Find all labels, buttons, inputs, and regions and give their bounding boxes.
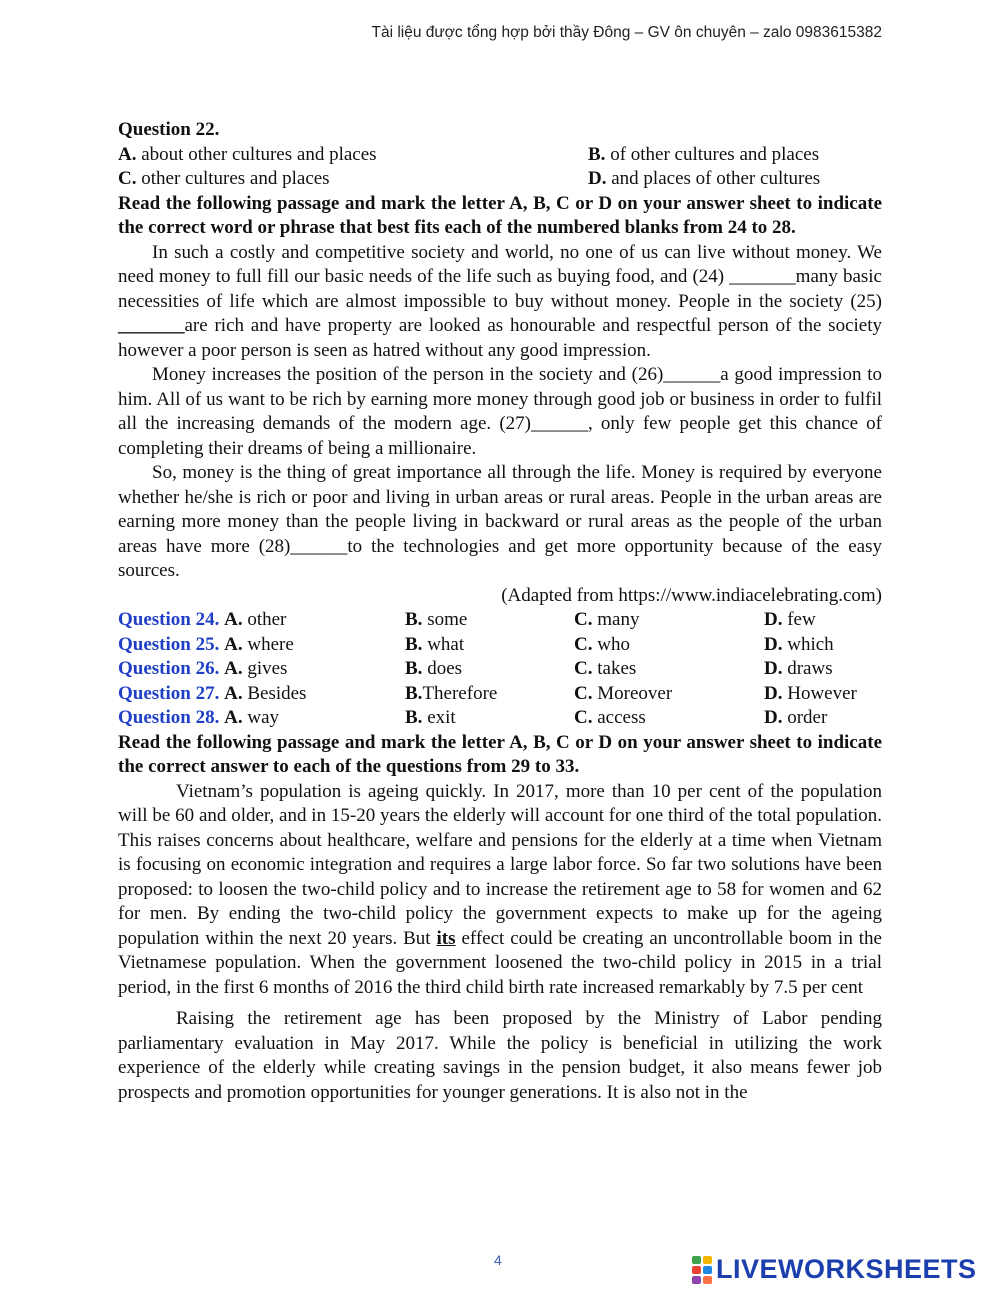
logo-tile (703, 1256, 712, 1264)
option-c[interactable]: C. other cultures and places (118, 168, 330, 189)
option-b[interactable]: B.Therefore (405, 682, 498, 704)
question-22-row-1 (118, 143, 882, 168)
blank-25: _______ (118, 315, 185, 336)
option-a[interactable]: A. way (224, 707, 279, 728)
option-d[interactable]: D. which (764, 633, 834, 655)
question-label: Question 28. (118, 707, 220, 728)
question-24-row (118, 608, 882, 633)
option-c[interactable]: C. Moreover (574, 682, 673, 704)
instruction-29-33: Read the following passage and mark the letter A, B, C or D on your answer sheet to indicate the correct answer to each of the questions from 29 to 33. (118, 731, 882, 777)
option-a[interactable]: A. Besides (224, 682, 307, 704)
question-22-title: Question 22. (118, 119, 220, 140)
option-d[interactable]: D. few (764, 609, 816, 630)
option-a[interactable]: A. other (224, 609, 287, 630)
option-d[interactable]: D. and places of other cultures (588, 168, 821, 189)
question-label: Question 26. (118, 658, 220, 679)
logo-tile (692, 1266, 701, 1274)
option-c[interactable]: C. many (574, 609, 640, 630)
option-d[interactable]: D. draws (764, 658, 833, 679)
worksheet-content (118, 118, 882, 1105)
passage-2-paragraph-1: Vietnam’s population is ageing quickly. In 2017, more than 10 per cent of the population will be 60 and older, and in 15-20 years the elderly will account for one third of the total population. This raises concerns about healthcare, welfare and pensions for the elderly at a time when Vietnam is focusing on economic integration and requires a large labor force. So far two solutions have been proposed: to loosen the two-child policy and to increase the retirement age to 58 for women and 62 for men. By ending the two-child policy the government expects to make up for the ageing population within the next 20 years. But its effect could be creating an uncontrollable boom in the Vietnamese population. When the government loosened the two-child policy in 2015 in a trial period, in the first 6 months of 2016 the third child birth rate increased remarkably by 7.5 per cent (118, 780, 882, 998)
instruction-24-28: Read the following passage and mark the letter A, B, C or D on your answer sheet to indicate the correct word or phrase that best fits each of the numbered blanks from 24 to 28. (118, 192, 882, 238)
option-d[interactable]: D. order (764, 707, 828, 728)
passage-1-paragraph-3: So, money is the thing of great importance all through the life. Money is required by everyone whether he/she is rich or poor and living in urban areas or rural areas. People in the urban areas are earning more money than the people living in backward or rural areas as the people of the urban areas have more (28)______to the technologies and get more opportunity because of the easy sources. (118, 462, 882, 581)
option-c[interactable]: C. takes (574, 658, 637, 679)
option-a[interactable]: A. gives (224, 658, 288, 679)
referent-its: its (436, 927, 456, 949)
passage-1-paragraph-2: Money increases the position of the person in the society and (26)______a good impression to him. All of us want to be rich by earning more money through good job or business in order to fulfil all the increasing demands of the modern age. (27)______, only few people get this chance of completing their dreams of being a millionaire. (118, 364, 882, 459)
question-28-row (118, 706, 882, 731)
option-b[interactable]: B. does (405, 658, 463, 679)
question-25-row (118, 633, 882, 658)
logo-tile (692, 1256, 701, 1264)
option-c[interactable]: C. access (574, 707, 646, 728)
logo-tile (703, 1266, 712, 1274)
liveworksheets-logo (692, 1254, 977, 1285)
option-b[interactable]: B. exit (405, 707, 456, 728)
passage-1-paragraph-1: In such a costly and competitive society and world, no one of us can live without money. We need money to full fill our basic needs of the life such as buying food, and (24) _______many basic necessities of life which are almost impossible to buy without money. People in the society (25) _______are rich and have property are looked as honourable and respectful person of the society however a poor person is seen as hatred without any good impression. (118, 241, 882, 361)
logo-tile (692, 1276, 701, 1284)
question-label: Question 27. (118, 682, 220, 704)
option-c[interactable]: C. who (574, 633, 630, 655)
option-b[interactable]: B. some (405, 609, 468, 630)
question-22-row-2 (118, 167, 882, 192)
passage-source: (Adapted from https://www.indiacelebrating.com) (501, 584, 882, 606)
option-a[interactable]: A. where (224, 633, 294, 655)
brand-name: LIVEWORKSHEETS (716, 1254, 977, 1284)
option-b[interactable]: B. of other cultures and places (588, 143, 820, 165)
passage-2-paragraph-2: Raising the retirement age has been proposed by the Ministry of Labor pending parliamentary evaluation in May 2017. While the policy is beneficial in utilizing the work experience of the elderly while creating savings in the pension budget, it also means fewer job prospects and promotion opportunities for younger generations. It is also not in the (118, 1008, 882, 1103)
liveworksheets-icon (692, 1256, 712, 1284)
question-label: Question 24. (118, 609, 220, 630)
logo-tile (703, 1276, 712, 1284)
page-number: 4 (494, 1252, 502, 1268)
question-27-row (118, 682, 882, 707)
option-d[interactable]: D. However (764, 682, 857, 704)
question-26-row (118, 657, 882, 682)
option-b[interactable]: B. what (405, 633, 465, 655)
page-header: Tài liệu được tổng hợp bởi thầy Đông – GV ôn chuyên – zalo 0983615382 (371, 24, 882, 41)
option-a[interactable]: A. about other cultures and places (118, 143, 377, 165)
question-label: Question 25. (118, 633, 220, 655)
